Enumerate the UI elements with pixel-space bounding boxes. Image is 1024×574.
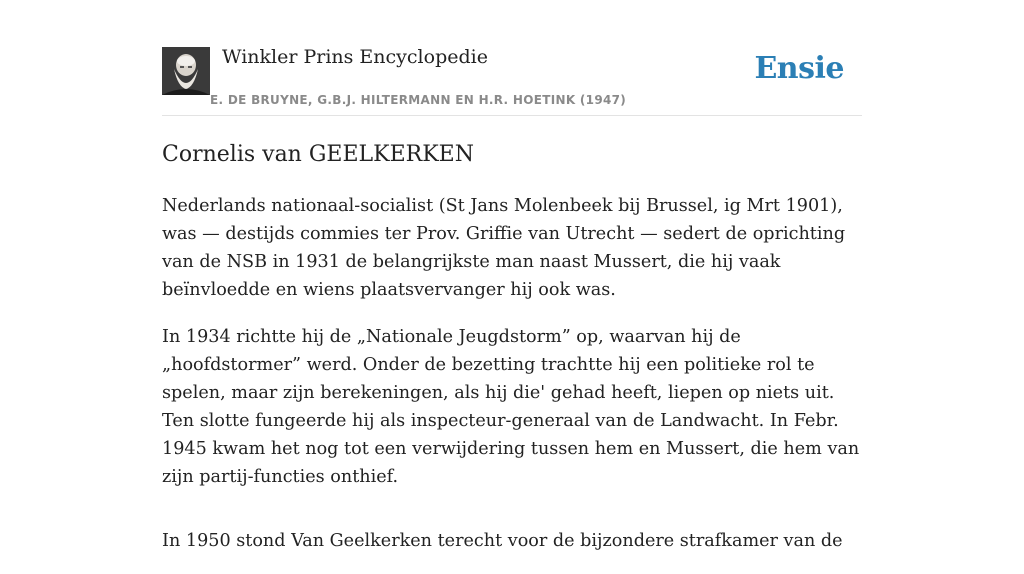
article-paragraph: In 1934 richtte hij de „Nationale Jeugdstorm” op, waarvan hij de „hoofdstormer” werd. Onder de bezetting trachtte hij een politieke rol te spelen, maar zijn berekeningen, als hij die' gehad heeft, liepen op niets uit. Ten slotte fungeerde hij als inspecteur-generaal van de Landwacht. In Febr. 1945 kwam het nog tot een verwijdering tussen hem en Mussert, die hem van zijn partij-functies onthief. bbox=[162, 327, 860, 487]
article-paragraph: Nederlands nationaal-socialist (St Jans Molenbeek bij Brussel, ig Mrt 1901), was — destijds commies ter Prov. Griffie van Utrecht — sedert de oprichting van de NSB in 1931 de belangrijkste man naast Mussert, die hij vaak beïnvloedde en wiens plaatsvervanger hij ook was. bbox=[162, 196, 846, 300]
article-paragraph: In 1950 stond Van Geelkerken terecht voor de bijzondere strafkamer van de bbox=[162, 531, 843, 551]
article bbox=[162, 140, 862, 574]
article-title: Cornelis van GEELKERKEN bbox=[162, 142, 474, 167]
ensie-logo[interactable]: Ensie bbox=[754, 51, 844, 86]
source-title[interactable]: Winkler Prins Encyclopedie bbox=[222, 46, 488, 68]
source-authors: E. DE BRUYNE, G.B.J. HILTERMANN EN H.R. HOETINK (1947) bbox=[210, 93, 627, 107]
author-portrait-icon bbox=[162, 47, 210, 95]
source-header bbox=[162, 45, 862, 116]
